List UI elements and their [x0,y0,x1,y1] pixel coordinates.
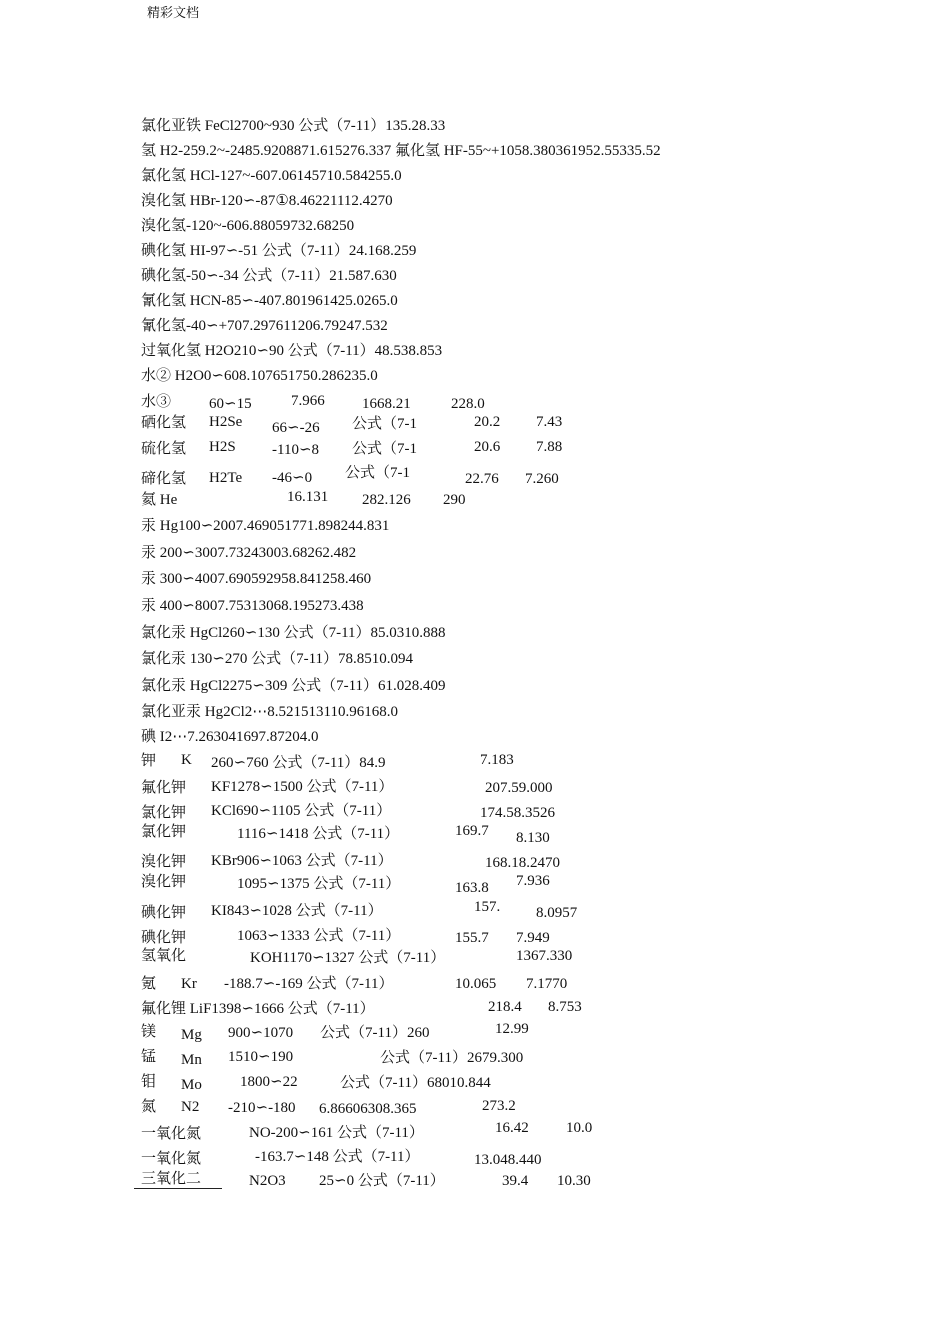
text-line: 氯化汞 HgCl2275∽309 公式（7-11）61.028.409 [141,678,446,694]
row-cell: 260∽760 公式（7-11）84.9 [211,755,386,771]
row-cell: 8.130 [516,830,550,846]
row-cell: 1063∽1333 公式（7-11） [237,928,401,944]
text-line: 氯化亚汞 Hg2Cl2⋯8.521513110.96168.0 [141,704,398,720]
row-cell: 12.99 [495,1021,529,1037]
row-cell: 1095∽1375 公式（7-11） [237,876,401,892]
row-cell: -110∽8 [272,442,320,458]
row-cell: 1668.21 [362,396,411,412]
row-cell: 一氧化氮 [141,1126,202,1142]
row-cell: 290 [443,492,466,508]
row-cell: 7.260 [525,471,559,487]
row-cell: 13.048.440 [474,1152,542,1168]
row-cell: 7.43 [536,414,563,430]
row-cell: 氢氧化 [141,948,187,964]
text-line: 汞 Hg100∽2007.469051771.898244.831 [141,518,390,534]
row-cell: 8.0957 [536,905,578,921]
row-cell: KF1278∽1500 公式（7-11） [211,779,394,795]
row-cell: 1510∽190 [228,1049,294,1065]
row-cell: 三氧化二 [141,1171,202,1187]
row-cell: 碘化钾 [141,930,187,946]
text-line: 溴化氢-120~-606.88059732.68250 [141,218,355,234]
row-cell: 公式（7-1 [345,465,410,481]
text-line: 氯化亚铁 FeCl2700~930 公式（7-11）135.28.33 [141,118,446,134]
row-cell: 氪 [141,976,157,992]
text-line: 碘化氢 HI-97∽-51 公式（7-11）24.168.259 [141,243,417,259]
row-cell: 20.2 [474,414,501,430]
row-cell: 20.6 [474,439,501,455]
row-cell: 16.42 [495,1120,529,1136]
row-cell: H2Te [209,470,243,486]
row-cell: 氯化钾 [141,805,187,821]
row-cell: 氟化钾 [141,780,187,796]
row-cell: 氮 [141,1099,157,1115]
row-cell: 163.8 [455,880,489,896]
row-cell: 碘化钾 [141,905,187,921]
row-cell: 钼 [141,1074,157,1090]
row-cell: Mg [181,1027,202,1043]
row-cell: NO-200∽161 公式（7-11） [249,1125,424,1141]
row-cell: 7.949 [516,930,550,946]
row-cell: 1116∽1418 公式（7-11） [237,826,400,842]
row-cell: K [181,752,192,768]
text-line: 汞 300∽4007.690592958.841258.460 [141,571,372,587]
row-cell: H2S [209,439,236,455]
row-cell: 溴化钾 [141,874,187,890]
row-cell: -46∽0 [272,470,313,486]
row-cell: 水③ [141,394,172,410]
text-line: 氯化汞 HgCl260∽130 公式（7-11）85.0310.888 [141,625,446,641]
row-cell: Mn [181,1052,202,1068]
row-cell: 硒化氢 [141,415,187,431]
row-cell: 氯化钾 [141,824,187,840]
row-cell: 155.7 [455,930,489,946]
row-cell: 公式（7-1 [352,416,417,432]
row-cell: 39.4 [502,1173,529,1189]
text-line: 水② H2O0∽608.107651750.286235.0 [141,368,378,384]
row-cell: N2 [181,1099,200,1115]
row-cell: -163.7∽148 公式（7-11） [255,1149,420,1165]
row-cell: 16.131 [287,489,329,505]
text-line: 汞 200∽3007.73243003.68262.482 [141,545,357,561]
text-line: 氯化汞 130∽270 公式（7-11）78.8510.094 [141,651,414,667]
divider-rule [134,1188,222,1189]
row-cell: KI843∽1028 公式（7-11） [211,903,383,919]
row-cell: KBr906∽1063 公式（7-11） [211,853,393,869]
text-line: 氯化氢 HCl-127~-607.06145710.584255.0 [141,168,402,184]
row-cell: N2O3 [249,1173,286,1189]
row-cell: 1367.330 [516,948,573,964]
text-line: 氢 H2-259.2~-2485.9208871.615276.337 氟化氢 HF-55~+1058.380361952.55335.52 [141,143,661,159]
row-cell: 公式（7-11）260 [320,1025,430,1041]
row-cell: 10.0 [566,1120,593,1136]
row-cell: 7.936 [516,873,550,889]
row-cell: -210∽-180 [228,1100,296,1116]
row-cell: 168.18.2470 [485,855,560,871]
row-cell: 公式（7-1 [352,441,417,457]
row-cell: 镁 [141,1024,157,1040]
row-cell: 8.753 [548,999,582,1015]
row-cell: 900∽1070 [228,1025,294,1041]
row-cell: 207.59.000 [485,780,553,796]
row-cell: 218.4 [488,999,522,1015]
row-cell: 7.1770 [526,976,568,992]
row-cell: 硫化氢 [141,441,187,457]
text-line: 氰化氢-40∽+707.297611206.79247.532 [141,318,388,334]
row-cell: 66∽-26 [272,420,320,436]
row-cell: -188.7∽-169 公式（7-11） [224,976,394,992]
text-line: 碘化氢-50∽-34 公式（7-11）21.587.630 [141,268,397,284]
row-cell: 60∽15 [209,396,252,412]
row-cell: 锰 [141,1049,157,1065]
row-cell: Mo [181,1077,202,1093]
text-line: 氰化氢 HCN-85∽-407.801961425.0265.0 [141,293,398,309]
row-cell: 6.86606308.365 [319,1101,417,1117]
row-cell: 一氧化氮 [141,1151,202,1167]
row-cell: 7.183 [480,752,514,768]
row-cell: 7.966 [291,393,325,409]
row-cell: 7.88 [536,439,563,455]
row-cell: H2Se [209,414,243,430]
row-cell: 157. [474,899,501,915]
text-line: 溴化氢 HBr-120∽-87①8.46221112.4270 [141,193,393,209]
text-line: 过氧化氢 H2O210∽90 公式（7-11）48.538.853 [141,343,443,359]
row-cell: 10.30 [557,1173,591,1189]
row-cell: 氦 He [141,492,178,508]
row-cell: KOH1170∽1327 公式（7-11） [250,950,446,966]
row-cell: 1800∽22 [240,1074,298,1090]
text-line: 汞 400∽8007.75313068.195273.438 [141,598,364,614]
row-cell: 228.0 [451,396,485,412]
row-cell: Kr [181,976,197,992]
row-cell: 282.126 [362,492,411,508]
row-cell: 169.7 [455,823,489,839]
row-cell: 钾 [141,753,157,769]
row-cell: 22.76 [465,471,499,487]
page-header: 精彩文档 [147,5,200,20]
row-cell: 公式（7-11）2679.300 [380,1050,524,1066]
row-cell: 10.065 [455,976,497,992]
row-cell: 溴化钾 [141,854,187,870]
row-cell: 氟化锂 LiF1398∽1666 公式（7-11） [141,1001,375,1017]
row-cell: 174.58.3526 [480,805,555,821]
row-cell: KCl690∽1105 公式（7-11） [211,803,392,819]
row-cell: 25∽0 公式（7-11） [319,1173,445,1189]
text-line: 碘 I2⋯7.263041697.87204.0 [141,729,319,745]
row-cell: 碲化氢 [141,471,187,487]
row-cell: 273.2 [482,1098,516,1114]
row-cell: 公式（7-11）68010.844 [340,1075,491,1091]
